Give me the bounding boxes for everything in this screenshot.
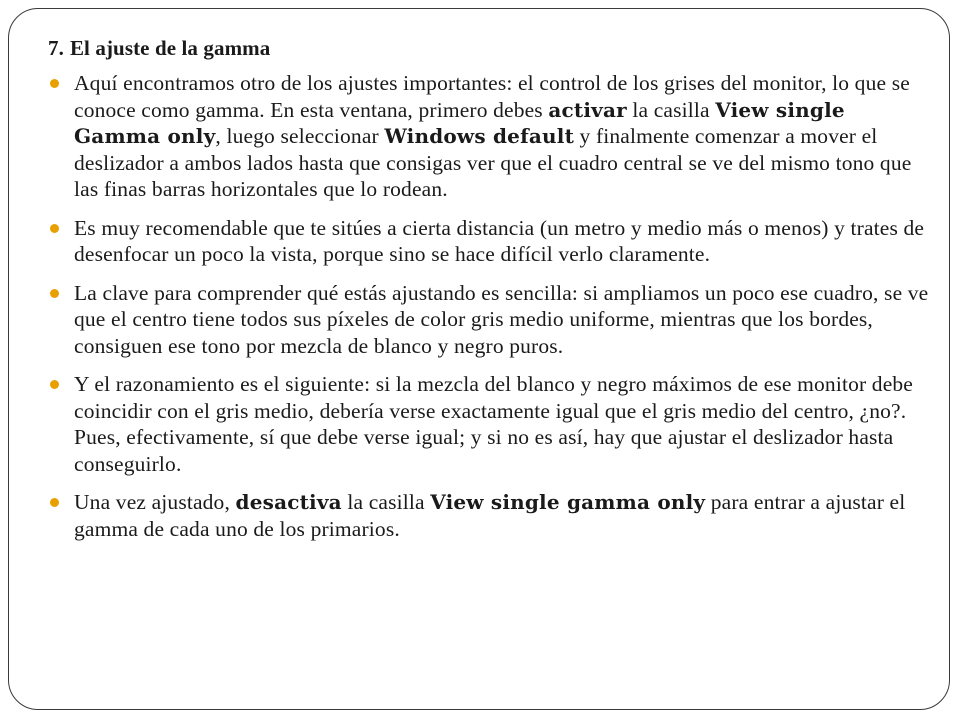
paragraph-text: , luego seleccionar xyxy=(215,124,385,148)
paragraph-text: La clave para comprender qué estás ajustando es sencilla: si ampliamos un poco ese cuadro, se ve que el centro tiene todos sus píxeles de color gris medio uniforme, mientras que los bordes, consiguen ese tono por mezcla de blanco y negro puros. xyxy=(74,280,929,358)
bullet-dot-icon xyxy=(50,79,59,88)
bold-text: View single gamma only xyxy=(430,490,706,514)
bold-text: View single Gamma only xyxy=(74,97,845,148)
paragraph-text: y finalmente comenzar a mover el deslizador a ambos lados hasta que consigas ver que el cuadro central se ve del mismo tono que las finas barras horizontales que lo rodean. xyxy=(74,124,912,201)
bold-text: desactiva xyxy=(235,490,342,514)
paragraph-text: la casilla xyxy=(341,490,431,514)
bullet-paragraph xyxy=(48,371,938,477)
bullet-paragraph xyxy=(48,70,938,203)
paragraph-text: la casilla xyxy=(626,97,716,122)
heading-number: 7. xyxy=(48,36,64,60)
bullet-dot-icon xyxy=(50,498,59,507)
paragraph-text: Una vez ajustado, xyxy=(74,490,236,514)
paragraph-text: para entrar a ajustar el gamma de cada uno de los primarios. xyxy=(74,490,906,541)
bullet-paragraph xyxy=(48,215,938,268)
bullet-list xyxy=(48,70,938,542)
slide-content xyxy=(48,34,938,554)
bold-text: Windows default xyxy=(384,124,575,148)
bold-text: activar xyxy=(548,97,627,122)
paragraph-text: Aquí encontramos otro de los ajustes importantes: el control de los grises del monitor, lo que se conoce como gamma. En esta ventana, primero debes xyxy=(74,71,910,122)
bullet-dot-icon xyxy=(50,224,59,233)
bullet-dot-icon xyxy=(50,289,59,298)
slide-heading xyxy=(48,34,938,62)
paragraph-text: Y el razonamiento es el siguiente: si la mezcla del blanco y negro máximos de ese monitor debe coincidir con el gris medio, debería verse exactamente igual que el gris medio del centro, ¿no?. Pues, efectivamente, sí que debe verse igual; y si no es así, hay que ajustar el deslizador hasta conseguirlo. xyxy=(74,372,913,476)
bullet-paragraph xyxy=(48,489,938,542)
paragraph-text: Es muy recomendable que te sitúes a cierta distancia (un metro y medio más o menos) y trates de desenfocar un poco la vista, porque sino se hace difícil verlo claramente. xyxy=(74,215,925,266)
heading-title: El ajuste de la gamma xyxy=(69,36,271,60)
bullet-dot-icon xyxy=(50,380,59,389)
bullet-paragraph xyxy=(48,280,938,360)
